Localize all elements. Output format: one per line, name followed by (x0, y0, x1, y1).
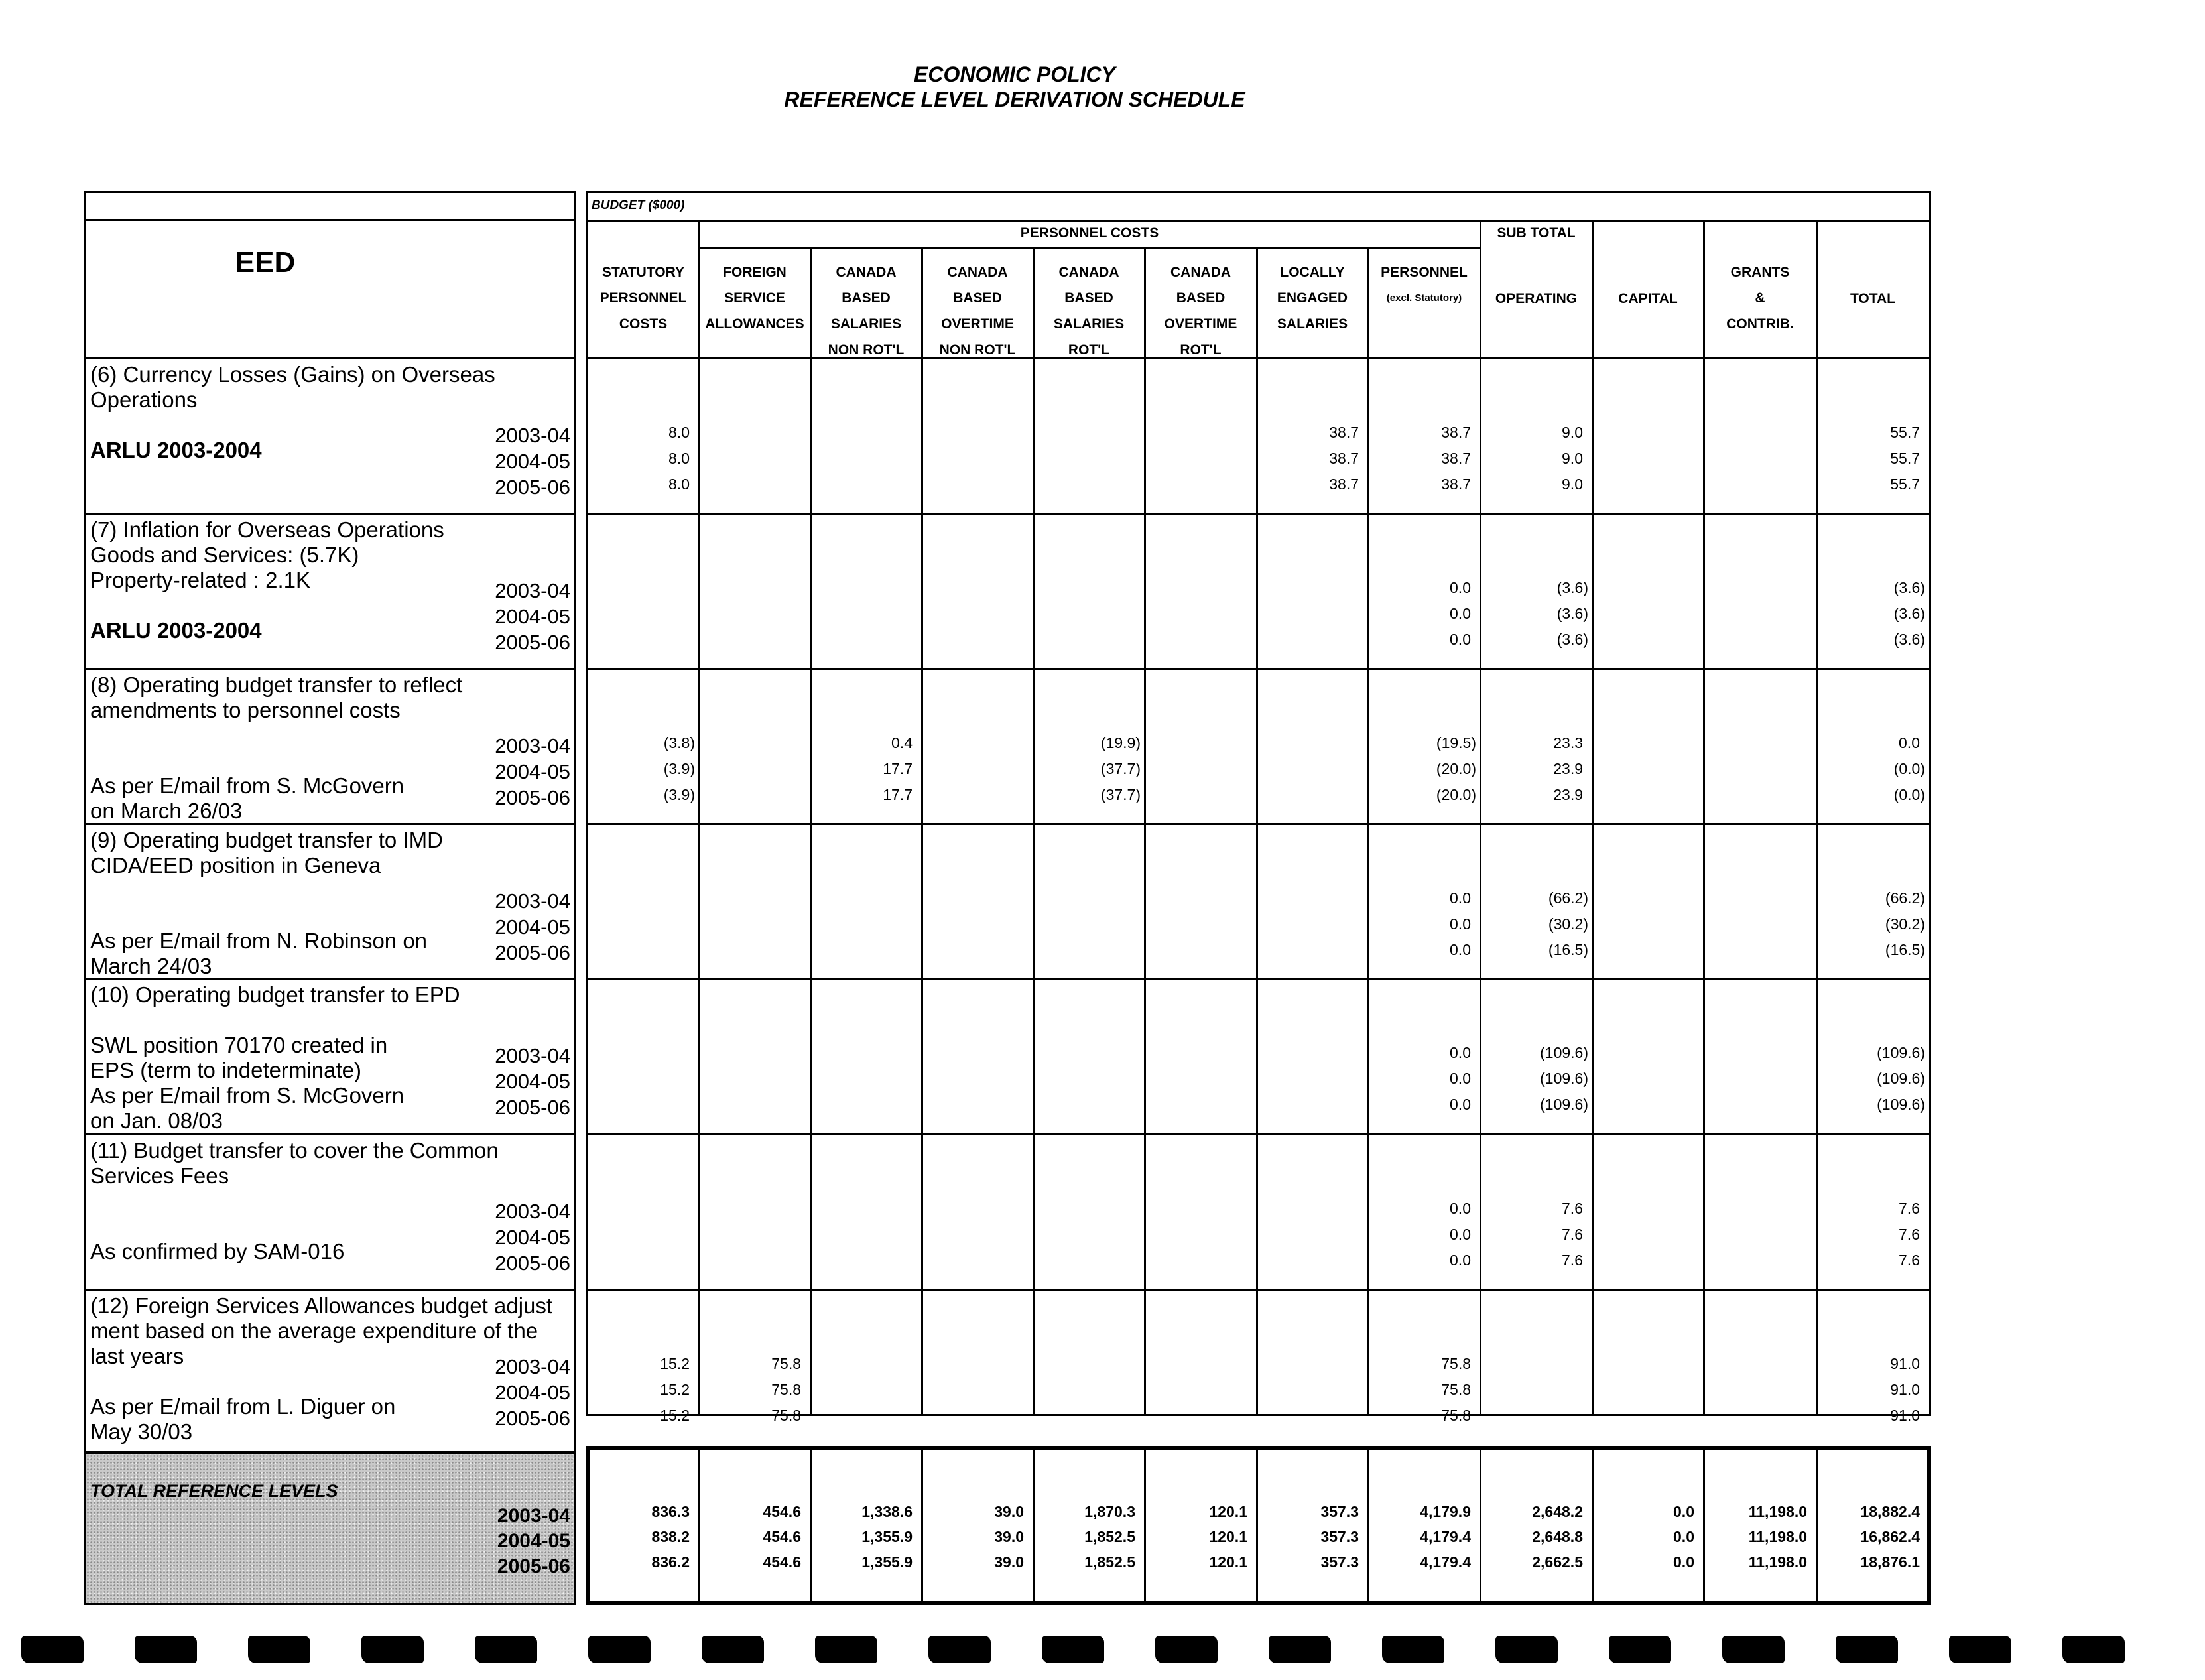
value-cell: (30.2) (1885, 915, 1925, 933)
value-cell: (37.7) (1100, 760, 1141, 777)
total-value-cell: 11,198.0 (1748, 1503, 1807, 1520)
page-title: ECONOMIC POLICY (913, 62, 1115, 86)
total-value-cell: 1,870.3 (1084, 1503, 1135, 1520)
description-section (86, 978, 574, 1133)
total-value-cell: 1,355.9 (861, 1528, 913, 1545)
value-cell: 91.0 (1890, 1407, 1920, 1424)
redaction-mark (248, 1636, 310, 1663)
total-value-cell: 0.0 (1673, 1528, 1694, 1545)
redaction-mark (928, 1636, 991, 1663)
value-cell: 9.0 (1562, 476, 1583, 493)
column-header-line: BASED (1176, 291, 1226, 306)
redaction-mark (1382, 1636, 1444, 1663)
column-header-line: FOREIGN (723, 265, 787, 280)
value-cell: (109.6) (1540, 1070, 1588, 1087)
column-header-line: GRANTS (1730, 265, 1790, 280)
value-cell: (19.5) (1436, 734, 1476, 751)
redaction-mark (1949, 1636, 2011, 1663)
value-cell: 17.7 (883, 786, 913, 803)
total-label-cell (86, 1451, 574, 1603)
section-text-line: (10) Operating budget transfer to EPD (90, 982, 460, 1007)
value-cell: 38.7 (1441, 424, 1471, 441)
fiscal-year-label: 2004-05 (495, 915, 570, 938)
column-header (1592, 286, 1704, 312)
section-text-line: on March 26/03 (90, 799, 243, 823)
total-year: 2005-06 (497, 1555, 570, 1577)
value-cell: 7.6 (1562, 1226, 1583, 1243)
column-header-line: CANADA (836, 265, 897, 280)
column-rule (810, 247, 812, 1414)
total-value-cell: 836.3 (651, 1503, 690, 1520)
value-cell: 55.7 (1890, 476, 1920, 493)
column-rule (921, 247, 923, 1414)
total-column-rule (1367, 1450, 1369, 1601)
fiscal-year-label: 2005-06 (495, 786, 570, 809)
column-header-line: CANADA (1058, 265, 1119, 280)
total-value-cell: 454.6 (763, 1503, 801, 1520)
value-cell: 7.6 (1562, 1252, 1583, 1269)
description-table (84, 191, 576, 1605)
value-cell: 0.0 (1450, 1252, 1471, 1269)
fiscal-year-label: 2004-05 (495, 1226, 570, 1249)
total-reference-levels-label: TOTAL REFERENCE LEVELS (90, 1481, 338, 1501)
section-rule (588, 823, 1929, 825)
value-cell: 0.0 (1450, 889, 1471, 907)
value-cell: 75.8 (1441, 1407, 1471, 1424)
section-text-line: As confirmed by SAM-016 (90, 1239, 345, 1263)
value-cell: (0.0) (1893, 786, 1925, 803)
section-text-line: CIDA/EED position in Geneva (90, 853, 381, 877)
total-value-cell: 4,179.4 (1420, 1553, 1471, 1571)
total-reference-levels-row (586, 1446, 1931, 1605)
column-header (1257, 259, 1368, 337)
redaction-mark (1042, 1636, 1104, 1663)
total-value-cell: 18,876.1 (1860, 1553, 1920, 1571)
value-cell: 38.7 (1441, 476, 1471, 493)
column-header (1480, 286, 1592, 312)
total-value-cell: 11,198.0 (1748, 1553, 1807, 1571)
fiscal-year-label: 2005-06 (495, 631, 570, 654)
total-value-cell: 39.0 (994, 1528, 1024, 1545)
value-cell: 7.6 (1899, 1226, 1920, 1243)
value-cell: 17.7 (883, 760, 913, 777)
fiscal-year-label: 2005-06 (495, 476, 570, 499)
section-text-line: ARLU 2003-2004 (90, 618, 262, 643)
column-header-line: NON ROT'L (828, 342, 905, 357)
value-cell: (0.0) (1893, 760, 1925, 777)
total-value-cell: 16,862.4 (1860, 1528, 1920, 1545)
column-header-line: NON ROT'L (939, 342, 1016, 357)
column-header-line: OPERATING (1495, 291, 1578, 306)
column-header (810, 259, 922, 363)
section-text-line: Services Fees (90, 1163, 229, 1188)
value-cell: 0.0 (1450, 1200, 1471, 1217)
value-cell: 0.0 (1450, 1226, 1471, 1243)
column-rule (1033, 247, 1035, 1414)
column-header-line: STATUTORY (601, 265, 685, 280)
fiscal-year-label: 2004-05 (495, 1381, 570, 1404)
value-cell: 15.2 (660, 1355, 690, 1372)
section-rule (588, 668, 1929, 670)
column-header-line: (excl. Statutory) (1386, 292, 1462, 304)
value-cell: 38.7 (1441, 450, 1471, 467)
section-text-line: (7) Inflation for Overseas Operations (90, 517, 444, 542)
column-header (1033, 259, 1145, 363)
fiscal-year-label: 2005-06 (495, 1096, 570, 1119)
section-text-line: As per E/mail from S. McGovern (90, 773, 405, 798)
total-column-rule (810, 1450, 812, 1601)
section-text-line: (6) Currency Losses (Gains) on Overseas (90, 362, 495, 387)
value-cell: 91.0 (1890, 1355, 1920, 1372)
column-rule (1256, 247, 1258, 1414)
column-header-line: CAPITAL (1618, 291, 1678, 306)
total-value-cell: 1,852.5 (1084, 1553, 1135, 1571)
column-header-line: PERSONNEL (1381, 265, 1468, 280)
total-value-cell: 120.1 (1209, 1528, 1247, 1545)
sub-total-group-header: SUB TOTAL (1497, 226, 1576, 241)
fiscal-year-label: 2003-04 (495, 1044, 570, 1067)
redaction-mark (702, 1636, 764, 1663)
column-header-line: ENGAGED (1277, 291, 1348, 306)
value-cell: 15.2 (660, 1407, 690, 1424)
fiscal-year-label: 2005-06 (495, 1252, 570, 1275)
total-value-cell: 4,179.4 (1420, 1528, 1471, 1545)
header-rule (699, 247, 1480, 249)
header-rule (588, 357, 1929, 359)
section-text-line: May 30/03 (90, 1419, 193, 1444)
value-cell: 7.6 (1899, 1252, 1920, 1269)
section-text-line: EPS (term to indeterminate) (90, 1058, 361, 1082)
value-cell: 0.4 (891, 734, 913, 751)
column-header-line: BASED (953, 291, 1002, 306)
total-column-rule (1703, 1450, 1705, 1601)
value-cell: 75.8 (1441, 1355, 1471, 1372)
section-rule (588, 978, 1929, 980)
total-column-rule (1480, 1450, 1481, 1601)
total-column-rule (698, 1450, 700, 1601)
total-value-cell: 4,179.9 (1420, 1503, 1471, 1520)
column-header-line: OVERTIME (1164, 316, 1237, 332)
value-cell: (109.6) (1877, 1070, 1925, 1087)
fiscal-year-label: 2005-06 (495, 941, 570, 964)
fiscal-year-label: 2003-04 (495, 1355, 570, 1378)
value-cell: 38.7 (1329, 450, 1359, 467)
total-column-rule (921, 1450, 923, 1601)
section-text-line: last years (90, 1344, 184, 1368)
column-rule (1703, 220, 1705, 1414)
value-cell: (37.7) (1100, 786, 1141, 803)
redaction-mark (1495, 1636, 1558, 1663)
section-text-line: As per E/mail from L. Diguer on (90, 1394, 396, 1419)
value-cell: 55.7 (1890, 450, 1920, 467)
total-value-cell: 0.0 (1673, 1503, 1694, 1520)
value-cell: 75.8 (771, 1381, 801, 1398)
value-cell: (30.2) (1548, 915, 1588, 933)
total-column-rule (1256, 1450, 1258, 1601)
value-cell: 23.9 (1553, 760, 1583, 777)
value-cell: 91.0 (1890, 1381, 1920, 1398)
value-cell: (3.9) (663, 760, 695, 777)
redaction-mark (1722, 1636, 1785, 1663)
total-value-cell: 120.1 (1209, 1553, 1247, 1571)
fiscal-year-label: 2003-04 (495, 734, 570, 757)
description-section (86, 823, 574, 978)
value-cell: 9.0 (1562, 450, 1583, 467)
column-header-line: & (1755, 291, 1765, 306)
section-text-line: on Jan. 08/03 (90, 1108, 223, 1133)
total-value-cell: 1,355.9 (861, 1553, 913, 1571)
budget-table (586, 191, 1931, 1424)
section-text-line: Operations (90, 387, 198, 412)
value-cell: 9.0 (1562, 424, 1583, 441)
column-header-line: PERSONNEL (599, 291, 687, 306)
section-text-line: As per E/mail from S. McGovern (90, 1083, 405, 1108)
total-column-rule (1144, 1450, 1146, 1601)
fiscal-year-label: 2003-04 (495, 1200, 570, 1223)
value-cell: 7.6 (1899, 1200, 1920, 1217)
column-header (1368, 259, 1480, 311)
total-year: 2004-05 (497, 1530, 570, 1552)
redaction-mark (361, 1636, 424, 1663)
value-cell: (3.6) (1556, 631, 1588, 648)
total-value-cell: 1,338.6 (861, 1503, 913, 1520)
column-header-line: COSTS (619, 316, 668, 332)
total-value-cell: 836.2 (651, 1553, 690, 1571)
description-section (86, 668, 574, 823)
personnel-costs-group-header: PERSONNEL COSTS (1020, 226, 1159, 241)
column-header-line: ROT'L (1068, 342, 1110, 357)
section-text-line: amendments to personnel costs (90, 698, 401, 722)
total-value-cell: 39.0 (994, 1553, 1024, 1571)
column-header-line: TOTAL (1850, 291, 1896, 306)
total-value-cell: 2,648.8 (1532, 1528, 1583, 1545)
fiscal-year-label: 2004-05 (495, 760, 570, 783)
value-cell: (20.0) (1436, 760, 1476, 777)
fiscal-year-label: 2003-04 (495, 579, 570, 602)
total-value-cell: 357.3 (1320, 1503, 1359, 1520)
total-value-cell: 0.0 (1673, 1553, 1694, 1571)
value-cell: (16.5) (1548, 941, 1588, 958)
total-value-cell: 357.3 (1320, 1553, 1359, 1571)
fiscal-year-label: 2003-04 (495, 889, 570, 913)
value-cell: (3.9) (663, 786, 695, 803)
column-header-line: BASED (842, 291, 891, 306)
value-cell: 75.8 (771, 1355, 801, 1372)
total-year: 2003-04 (497, 1505, 570, 1527)
column-header-line: OVERTIME (941, 316, 1014, 332)
fiscal-year-label: 2003-04 (495, 424, 570, 447)
redaction-mark (2062, 1636, 2125, 1663)
value-cell: 75.8 (1441, 1381, 1471, 1398)
value-cell: (109.6) (1877, 1096, 1925, 1113)
page-subtitle: REFERENCE LEVEL DERIVATION SCHEDULE (784, 88, 1245, 111)
column-header-line: SALARIES (830, 316, 902, 332)
column-rule (1592, 220, 1594, 1414)
value-cell: (109.6) (1540, 1044, 1588, 1061)
value-cell: (3.6) (1893, 579, 1925, 596)
redaction-mark (1609, 1636, 1671, 1663)
value-cell: 55.7 (1890, 424, 1920, 441)
value-cell: (3.6) (1893, 605, 1925, 622)
section-text-line: ARLU 2003-2004 (90, 438, 262, 462)
value-cell: 0.0 (1899, 734, 1920, 751)
org-label: EED (235, 246, 296, 279)
redaction-mark (1836, 1636, 1898, 1663)
value-cell: 0.0 (1450, 915, 1471, 933)
value-cell: 38.7 (1329, 476, 1359, 493)
column-header (588, 259, 699, 337)
total-value-cell: 1,852.5 (1084, 1528, 1135, 1545)
column-header-line: CANADA (1170, 265, 1231, 280)
total-value-cell: 11,198.0 (1748, 1528, 1807, 1545)
value-cell: (3.6) (1893, 631, 1925, 648)
value-cell: 0.0 (1450, 941, 1471, 958)
section-rule (588, 1289, 1929, 1291)
section-text-line: (11) Budget transfer to cover the Common (90, 1138, 499, 1163)
value-cell: (109.6) (1877, 1044, 1925, 1061)
section-text-line: SWL position 70170 created in (90, 1033, 388, 1057)
redaction-mark (1269, 1636, 1331, 1663)
column-header-line: LOCALLY (1280, 265, 1345, 280)
section-text-line: March 24/03 (90, 954, 212, 978)
total-value-cell: 454.6 (763, 1528, 801, 1545)
column-header (1145, 259, 1257, 363)
column-header (699, 259, 810, 337)
redaction-mark (21, 1636, 84, 1663)
value-cell: 23.3 (1553, 734, 1583, 751)
fiscal-year-label: 2004-05 (495, 450, 570, 473)
total-value-cell: 357.3 (1320, 1528, 1359, 1545)
value-cell: 8.0 (668, 424, 690, 441)
budget-label: BUDGET ($000) (592, 198, 685, 212)
fiscal-year-label: 2004-05 (495, 1070, 570, 1093)
total-value-cell: 838.2 (651, 1528, 690, 1545)
section-text-line: ment based on the average expenditure of the (90, 1319, 538, 1343)
value-cell: 75.8 (771, 1407, 801, 1424)
value-cell: 23.9 (1553, 786, 1583, 803)
total-value-cell: 2,662.5 (1532, 1553, 1583, 1571)
column-header-line: CONTRIB. (1726, 316, 1794, 332)
fiscal-year-label: 2005-06 (495, 1407, 570, 1430)
fiscal-year-label: 2004-05 (495, 605, 570, 628)
redaction-mark (1155, 1636, 1218, 1663)
section-rule (588, 1133, 1929, 1135)
section-text-line: (8) Operating budget transfer to reflect (90, 673, 463, 697)
value-cell: 0.0 (1450, 1044, 1471, 1061)
column-header (1816, 286, 1929, 312)
value-cell: (3.6) (1556, 579, 1588, 596)
value-cell: (66.2) (1548, 889, 1588, 907)
value-cell: 8.0 (668, 450, 690, 467)
redaction-mark (588, 1636, 651, 1663)
section-rule (588, 513, 1929, 515)
redaction-mark (815, 1636, 877, 1663)
description-section (86, 1289, 574, 1444)
section-text-line: (12) Foreign Services Allowances budget adjust (90, 1293, 553, 1318)
value-cell: (3.6) (1556, 605, 1588, 622)
description-section (86, 357, 574, 513)
redaction-mark (475, 1636, 537, 1663)
column-header-line: SALARIES (1277, 316, 1348, 332)
description-table-top-row (86, 193, 574, 221)
column-header (1704, 259, 1816, 337)
total-column-rule (1033, 1450, 1035, 1601)
value-cell: (20.0) (1436, 786, 1476, 803)
column-header-line: ALLOWANCES (705, 316, 804, 332)
section-text-line: (9) Operating budget transfer to IMD (90, 828, 443, 852)
value-cell: (3.8) (663, 734, 695, 751)
column-rule (698, 220, 700, 1414)
total-column-rule (1816, 1450, 1818, 1601)
total-value-cell: 39.0 (994, 1503, 1024, 1520)
value-cell: (16.5) (1885, 941, 1925, 958)
value-cell: 0.0 (1450, 631, 1471, 648)
section-text-line: As per E/mail from N. Robinson on (90, 929, 428, 953)
value-cell: 8.0 (668, 476, 690, 493)
value-cell: (109.6) (1540, 1096, 1588, 1113)
total-value-cell: 2,648.2 (1532, 1503, 1583, 1520)
value-cell: 0.0 (1450, 579, 1471, 596)
column-header-line: ROT'L (1180, 342, 1222, 357)
value-cell: 7.6 (1562, 1200, 1583, 1217)
column-header-line: SERVICE (724, 291, 785, 306)
value-cell: 0.0 (1450, 1096, 1471, 1113)
description-section (86, 513, 574, 668)
column-header-line: SALARIES (1053, 316, 1125, 332)
value-cell: (19.9) (1100, 734, 1141, 751)
column-header-line: BASED (1064, 291, 1113, 306)
section-text-line: Goods and Services: (5.7K) (90, 543, 359, 567)
description-section (86, 1133, 574, 1289)
value-cell: 15.2 (660, 1381, 690, 1398)
column-rule (1144, 247, 1146, 1414)
total-column-rule (1592, 1450, 1594, 1601)
value-cell: 0.0 (1450, 605, 1471, 622)
column-header (922, 259, 1033, 363)
value-cell: 0.0 (1450, 1070, 1471, 1087)
value-cell: 38.7 (1329, 424, 1359, 441)
total-value-cell: 18,882.4 (1860, 1503, 1920, 1520)
column-header-line: CANADA (947, 265, 1008, 280)
total-value-cell: 120.1 (1209, 1503, 1247, 1520)
redaction-mark (135, 1636, 197, 1663)
section-text-line: Property-related : 2.1K (90, 568, 310, 592)
total-value-cell: 454.6 (763, 1553, 801, 1571)
value-cell: (66.2) (1885, 889, 1925, 907)
